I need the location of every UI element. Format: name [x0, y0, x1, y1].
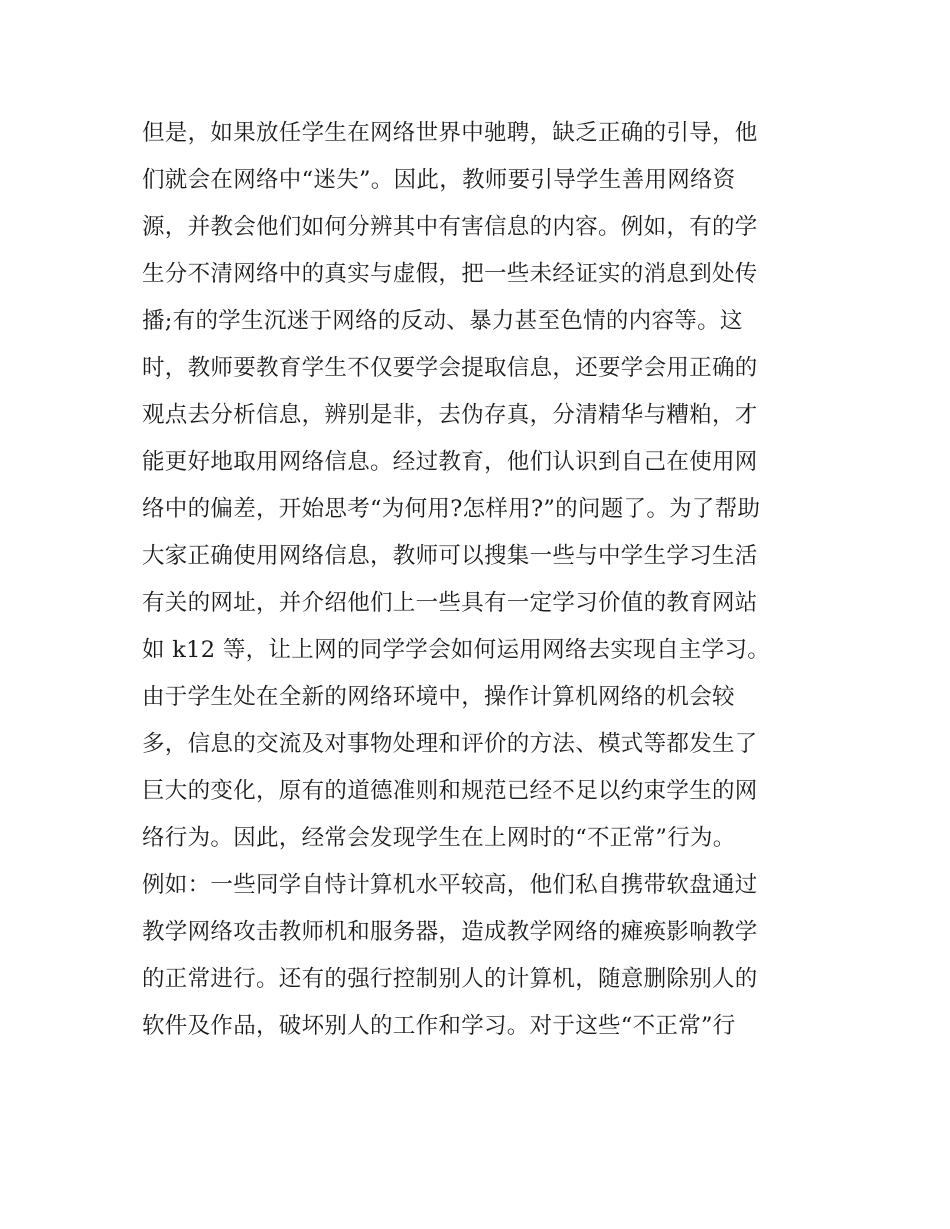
text-line: 但是，如果放任学生在网络世界中驰聘，缺乏正确的引导，他 — [142, 120, 758, 146]
text-line: 大家正确使用网络信息，教师可以搜集一些与中学生学习生活 — [142, 543, 758, 569]
text-line: 播;有的学生沉迷于网络的反动、暴力甚至色情的内容等。这 — [142, 308, 743, 334]
text-line: 有关的网址，并介绍他们上一些具有一定学习价值的教育网站 — [142, 590, 758, 616]
body-text — [142, 110, 822, 1050]
text-line: 生分不清网络中的真实与虚假，把一些未经证实的消息到处传 — [142, 261, 758, 287]
text-line: 教学网络攻击教师机和服务器，造成教学网络的瘫痪影响教学 — [142, 919, 758, 945]
text-line: 能更好地取用网络信息。经过教育，他们认识到自己在使用网 — [142, 449, 758, 475]
text-line: 由于学生处在全新的网络环境中，操作计算机网络的机会较 — [142, 684, 735, 710]
text-line: 络中的偏差，开始思考“为何用?怎样用?”的问题了。为了帮助 — [142, 496, 761, 522]
text-line: 巨大的变化，原有的道德准则和规范已经不足以约束学生的网 — [142, 778, 758, 804]
text-line: 如 k12 等，让上网的同学学会如何运用网络去实现自主学习。 — [142, 637, 771, 663]
text-line: 多，信息的交流及对事物处理和评价的方法、模式等都发生了 — [142, 731, 758, 757]
text-line: 例如：一些同学自恃计算机水平较高，他们私自携带软盘通过 — [142, 872, 758, 898]
text-line: 源，并教会他们如何分辨其中有害信息的内容。例如，有的学 — [142, 214, 758, 240]
text-line: 的正常进行。还有的强行控制别人的计算机，随意删除别人的 — [142, 966, 758, 992]
text-line: 软件及作品，破坏别人的工作和学习。对于这些“不正常”行 — [142, 1013, 736, 1039]
text-line: 络行为。因此，经常会发现学生在上网时的“不正常”行为。 — [142, 825, 736, 851]
text-line: 们就会在网络中“迷失”。因此，教师要引导学生善用网络资 — [142, 167, 736, 193]
text-line: 时，教师要教育学生不仅要学会提取信息，还要学会用正确的 — [142, 355, 758, 381]
text-line: 观点去分析信息，辨别是非，去伪存真，分清精华与糟粕，才 — [142, 402, 758, 428]
